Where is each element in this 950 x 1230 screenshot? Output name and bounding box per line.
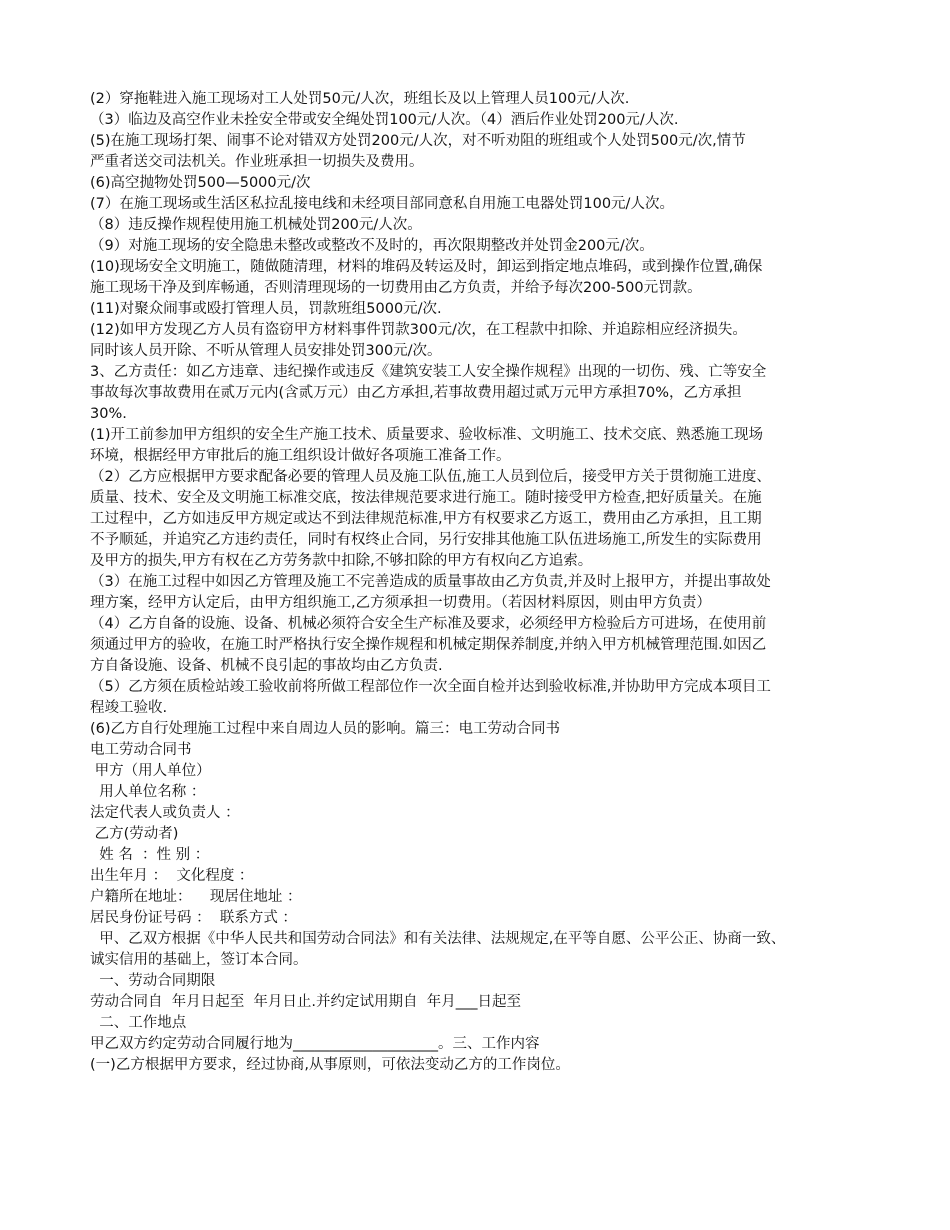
employer-name-field: 用人单位名称 ： [90, 784, 206, 800]
text-line: (11)对聚众闹事或殴打管理人员，罚款班组5000元/次. [90, 301, 442, 317]
text-line: （8）违反操作规程使用施工机械处罚200元/人次。 [90, 217, 422, 233]
text-line: (一)乙方根据甲方要求，经过协商,从事原则，可依法变动乙方的工作岗位。 [90, 1057, 570, 1073]
text-line: (2）穿拖鞋进入施工现场对工人处罚50元/人次，班组长及以上管理人员100元/人次. [90, 91, 630, 107]
birth-education-field: 出生年月 ： 文化程度 ： [90, 868, 254, 884]
text-line: 诚实信用的基础上，签订本合同。 [90, 952, 308, 968]
text-line: (5)在施工现场打架、闹事不论对错双方处罚200元/人次，对不听劝阻的班组或个人处罚500元/次,情节 [90, 133, 746, 149]
party-a-heading: 甲方（用人单位） [90, 763, 211, 779]
text-line: 方自备设施、设备、机械不良引起的事故均由乙方负责. [90, 658, 443, 674]
address-field: 户籍所在地址： 现居住地址 ： [90, 889, 302, 905]
text-line: 甲、乙双方根据《中华人民共和国劳动合同法》和有关法律、法规规定,在平等自愿、公平公正、协商一致、 [90, 931, 786, 947]
text-line: 及甲方的损失,甲方有权在乙方劳务款中扣除,不够扣除的甲方有权向乙方追索。 [90, 553, 593, 569]
text-line: (6)高空抛物处罚500—5000元/次 [90, 175, 311, 191]
id-contact-field: 居民身份证号码 ： 联系方式 ： [90, 910, 297, 926]
text-line: 环境，根据经甲方审批后的施工组织设计做好各项施工准备工作。 [90, 448, 511, 464]
section-heading: 一、劳动合同期限 [90, 973, 216, 989]
text-line: 事故每次事故费用在贰万元内(含贰万元）由乙方承担,若事故费用超过贰万元甲方承担70%，乙方承担 [90, 385, 742, 401]
text-line: 3、乙方责任：如乙方违章、违纪操作或违反《建筑安装工人安全操作规程》出现的一切伤、残、亡等安全 [90, 364, 767, 380]
text-line: 程竣工验收. [90, 700, 168, 716]
text-line: 同时该人员开除、不听从管理人员安排处罚300元/次。 [90, 343, 442, 359]
legal-representative-field: 法定代表人或负责人 ： [90, 805, 240, 821]
party-b-heading: 乙方(劳动者) [90, 826, 179, 842]
text-line: 严重者送交司法机关。作业班承担一切损失及费用。 [90, 154, 424, 170]
text-line: 工过程中，乙方如违反甲方规定或达不到法律规范标准,甲方有权要求乙方返工，费用由乙方承担，且工期 [90, 511, 762, 527]
name-gender-field: 姓 名 ：性 别 ： [90, 847, 210, 863]
section-heading: 二、工作地点 [90, 1015, 187, 1031]
text-line: （5）乙方须在质检站竣工验收前将所做工程部位作一次全面自检并达到验收标准,并协助甲方完成本项目工 [90, 679, 771, 695]
document-body [90, 89, 880, 1076]
text-line: 甲乙双方约定劳动合同履行地为____________________。三、工作内容 [90, 1036, 540, 1052]
text-line: （3）在施工过程中如因乙方管理及施工不完善造成的质量事故由乙方负责,并及时上报甲方，并提出事故处 [90, 574, 771, 590]
text-line: 30%. [90, 406, 127, 422]
text-line: 不予顺延，并追究乙方违约责任，同时有权终止合同，另行安排其他施工队伍进场施工,所发生的实际费用 [90, 532, 762, 548]
text-line: (1)开工前参加甲方组织的安全生产施工技术、质量要求、验收标准、文明施工、技术交底、熟悉施工现场 [90, 427, 764, 443]
contract-title: 电工劳动合同书 [90, 742, 192, 758]
text-line: (7）在施工现场或生活区私拉乱接电线和未经项目部同意私自用施工电器处罚100元/人次。 [90, 196, 674, 212]
text-line: 质量、技术、安全及文明施工标准交底，按法律规范要求进行施工。随时接受甲方检查,把好质量关。在施 [90, 490, 762, 506]
text-line: （3）临边及高空作业未拴安全带或安全绳处罚100元/人次。（4）酒后作业处罚200元/人次. [90, 112, 679, 128]
text-line: 施工现场干净及到库畅通，否则清理现场的一切费用由乙方负责，并给予每次200-500元罚款。 [90, 280, 702, 296]
text-line: (10)现场安全文明施工，随做随清理，材料的堆码及转运及时，卸运到指定地点堆码，或到操作位置,确保 [90, 259, 763, 275]
text-line: 须通过甲方的验收，在施工时严格执行安全操作规程和机械定期保养制度,并纳入甲方机械管理范围.如因乙 [90, 637, 767, 653]
text-line: 理方案，经甲方认定后，由甲方组织施工,乙方须承担一切费用。（若因材料原因，则由甲方负责） [90, 595, 711, 611]
text-line: 劳动合同自 年月日起至 年月日止.并约定试用期自 年月___日起至 [90, 994, 522, 1010]
text-line: （2）乙方应根据甲方要求配备必要的管理人员及施工队伍,施工人员到位后，接受甲方关于贯彻施工进度、 [90, 469, 771, 485]
text-line: (12)如甲方发现乙方人员有盗窃甲方材料事件罚款300元/次，在工程款中扣除、并追踪相应经济损失。 [90, 322, 747, 338]
text-line: （9）对施工现场的安全隐患未整改或整改不及时的，再次限期整改并处罚金200元/次。 [90, 238, 654, 254]
text-line: (6)乙方自行处理施工过程中来自周边人员的影响。篇三：电工劳动合同书 [90, 721, 561, 737]
text-line: （4）乙方自备的设施、设备、机械必须符合安全生产标准及要求，必须经甲方检验后方可进场，在使用前 [90, 616, 767, 632]
